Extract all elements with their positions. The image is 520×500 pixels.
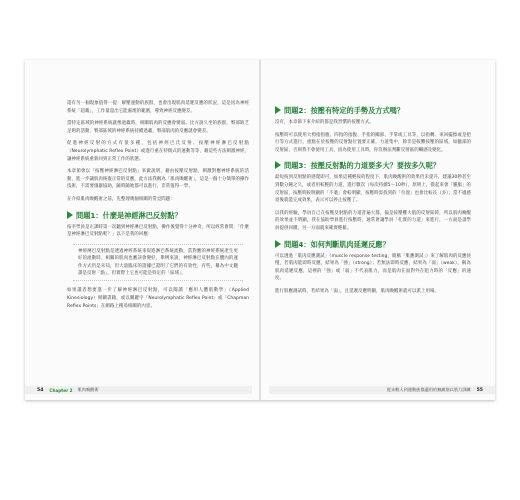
triangle-marker-icon — [67, 211, 73, 219]
right-page — [261, 60, 495, 400]
paragraph: 本章節會以「按壓神經淋巴反射點」來做說明，藉由按壓反射點，刺激對應神經系統的活動，進一步讓肌肉恢復正常的反應，此方法我稱為「肌肉喚醒術」，這是一個十分簡單的操作技術，不需要儀器協助，隨時隨地都可以進行，非常值得一學。 — [67, 169, 249, 190]
triangle-marker-icon — [275, 240, 281, 248]
left-page-body — [67, 100, 249, 315]
paragraph: 按李學員是正課時第一次聽到神經淋巴反射點，操作後覺得十分神奇，所以經常會問：「什麼是神經淋巴反射點呢？」以下是我的回應： — [67, 224, 249, 238]
heading-text: 問題3：按壓反射點的力道要多大？要按多久呢？ — [284, 161, 440, 171]
paragraph: 如果讀者想要進一步了解神經淋巴反射點，可以閱讀「應用人體肌動學」（Applied Kinesiology）相關書籍，或以關鍵字「Neurolymphatic Reflex Point」或「Chapman Reflex Points」在網路上搜尋相關的內容。 — [67, 288, 249, 309]
paragraph: 進行肌應測試時，若結果為「弱」，且延遲反應明顯，肌肉喚醒術就可以派上用場。 — [275, 288, 439, 294]
paragraph: 以我的經驗，學員自己在按壓反射點的力道普遍大都，偏是按壓難大肌的反射區時，所以肌肉喚醒的效果並不明顯，我在協助學員進行按壓時，通常會讓學員「扎實的力道」來進行，一方面是請學員提供回饋，另一方面就來確實輕鬆。 — [275, 210, 471, 231]
paragraph: 還有另一個現象值得一提：解壓運動的族群，也會出現肌肉延遲反應的狀況，這是因為神經系統「超載」，工作量超出它能處理的範圍，導致神經反應變差。 — [67, 101, 249, 114]
paragraph: 促進神經反射的方式有很多種，包括神經巴氏反射、按壓神經淋巴反射點（Neurolymphatic Reflex Point）或進行重在特徵式的運動等等，藉這些方法刺激神經，讓神經系統重新回到正常工作的狀態。 — [67, 141, 249, 162]
quote-text: 神經淋巴反射點是透過神經系統來促進淋巴系統流動，當對應的神經系統產生更好的流動時，相關的肌肉也應該會變好，舉例來說，神經淋巴反射點在體內的運作方式仍是未知，但大量臨床的證據已證明了它們的有效性，有些，稱為中文翻譯是反射「點」，但實際上它也可能是特定的「區域」。 — [78, 248, 238, 276]
section-label: 肌肉喚醒術 — [77, 387, 99, 392]
chapter-label: Chapter 2 — [49, 387, 73, 393]
triangle-marker-icon — [275, 106, 281, 114]
book-title-label: 從未輕人到運動族都適用的無痛筋以肌力訓練 — [386, 387, 471, 392]
page-number: 54 — [37, 387, 44, 393]
triangle-marker-icon — [275, 161, 281, 169]
question-4-heading — [275, 240, 471, 249]
heading-text: 問題1：什麼是神經淋巴反射點？ — [76, 210, 182, 220]
paragraph: 可以透過「肌肉反應測試」（muscle response testing，簡稱「肌應測試」）來了解肌肉的反應快慢，若肌肉能即時反應，結果為「強」（strong）；若無法即時反應，結果為「弱」（weak），稱為肌肉延遲反應，這裡的「強」或「弱」不代表肌力，而是肌肉在面對外在阻力時的「反應」的速度。 — [275, 253, 471, 282]
right-page-footer — [269, 386, 495, 394]
heading-text: 問題2：按壓有特定的手勢及方式嗎？ — [284, 106, 405, 115]
question-3-heading — [275, 161, 471, 170]
quote-block — [73, 244, 243, 282]
paragraph: 沒有，本章節下來介紹的都是我習慣的按壓方式。 — [275, 120, 374, 125]
page-number: 55 — [476, 387, 483, 393]
question-1-heading — [67, 211, 249, 220]
paragraph: 在介紹肌肉喚醒術之前，先整理幾個相關的常見問題： — [67, 196, 175, 202]
heading-text: 問題4：如何判斷肌肉延遲反應？ — [284, 239, 390, 249]
left-page — [25, 60, 260, 400]
paragraph: 最短按到反射點的感覺即可，如果這種輕按的程度下，肌肉喚醒術的效果仍未提升，建議30秒甚至到數分鐘之久，或者用較輕的力道，進行數次（每次持續5～10秒），原則上，摸起來會「腫脹」的反射區，按壓時較明顯的「不適」會較明顯，按壓時需找到的「位置」也會比較長（多）；當不適感退後就能完成效果，表示可以停止按壓了。 — [275, 175, 471, 204]
right-page-body — [275, 100, 471, 301]
paragraph: 按壓時可以使用大拇指指腹、四指的指腹、手指的關節、手掌或工具等，以指轉、來回擺擦或是把行等方式進行，重點在於按壓的反射點位置要正確，力道集中，除非是較難按壓的區域，如髖部的反射區，否則我不會使用工具，因為使用工具時，你沒辦法判斷反射區的觸感及變化。 — [275, 132, 471, 153]
paragraph: 當特定區域的神經系統就像過載時，相關肌肉的反應會變弱。比方說久坐的族群，臀部缺乏足夠的活動，臀部區域的神經系統持續過載，臀部肌肉的反應就會變差。 — [67, 121, 249, 134]
question-2-heading — [275, 106, 471, 115]
left-page-footer — [25, 386, 252, 394]
